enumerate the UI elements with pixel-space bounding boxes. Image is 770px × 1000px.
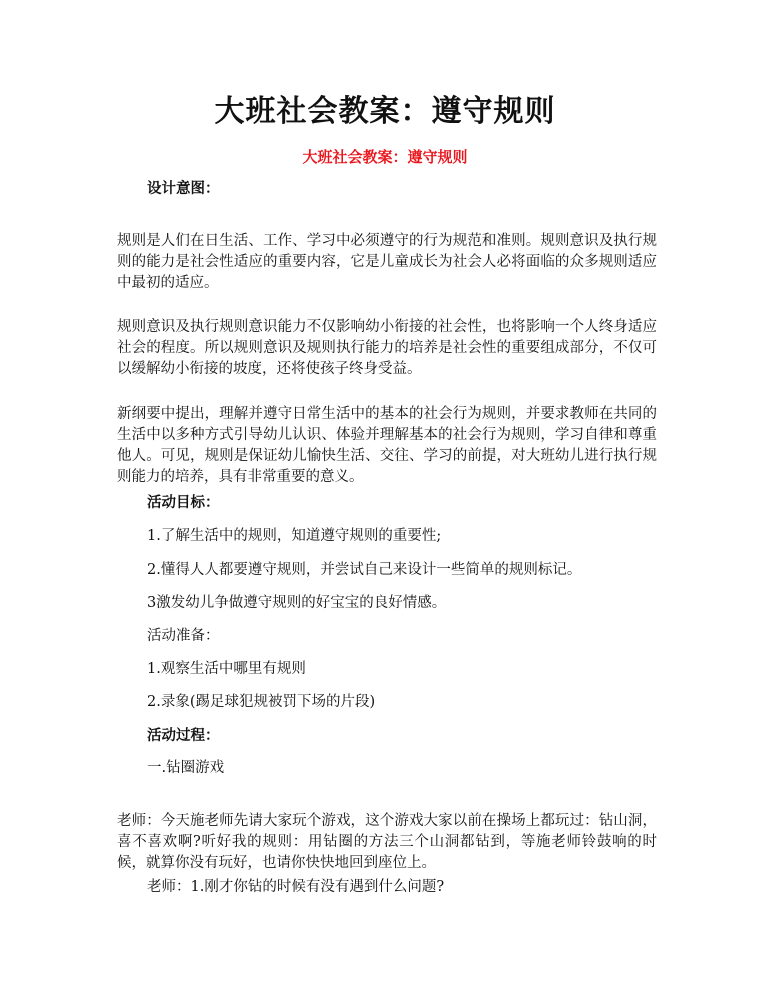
design-paragraph-3: 新纲要中提出，理解并遵守日常生活中的基本的社会行为规则，并要求教师在共同的生活中以多种方式引导幼儿认识、体验并理解基本的社会行为规则，学习自律和尊重他人。可见，规则是保证幼儿愉快生活、交往、学习的前提，对大班幼儿进行执行规则能力的培养，具有非常重要的意义。 xyxy=(117,406,657,485)
design-paragraph-1: 规则是人们在日生活、工作、学习中必须遵守的行为规范和准则。规则意识及执行规则的能力是社会性适应的重要内容，它是儿童成长为社会人必将面临的众多规则适应中最初的适应。 xyxy=(117,233,657,291)
design-heading: 设计意图： xyxy=(147,180,220,197)
prep-item-2: 2.录象(踢足球犯规被罚下场的片段) xyxy=(147,694,376,710)
process-step-1: 一.钻圈游戏 xyxy=(147,760,225,776)
goals-heading: 活动目标： xyxy=(147,494,220,511)
document-title: 大班社会教案：遵守规则 xyxy=(214,94,556,129)
process-heading: 活动过程： xyxy=(147,727,220,744)
prep-item-1: 1.观察生活中哪里有规则 xyxy=(147,661,306,677)
teacher-question: 老师：1.刚才你钻的时候有没有遇到什么问题? xyxy=(147,879,445,895)
goal-item-3: 3激发幼儿争做遵守规则的好宝宝的良好情感。 xyxy=(147,595,447,611)
goal-item-2: 2.懂得人人都要遵守规则，并尝试自己来设计一些简单的规则标记。 xyxy=(147,562,582,578)
prep-heading: 活动准备： xyxy=(147,628,220,644)
document-subtitle: 大班社会教案：遵守规则 xyxy=(302,148,468,166)
design-paragraph-2: 规则意识及执行规则意识能力不仅影响幼小衔接的社会性，也将影响一个人终身适应社会的程度。所以规则意识及规则执行能力的培养是社会性的重要组成部分，不仅可以缓解幼小衔接的坡度，还将使孩子终身受益。 xyxy=(117,319,657,377)
goal-item-1: 1.了解生活中的规则，知道遵守规则的重要性; xyxy=(147,528,442,544)
teacher-paragraph: 老师：今天施老师先请大家玩个游戏，这个游戏大家以前在操场上都玩过：钻山洞，喜不喜欢啊?听好我的规则：用钻圈的方法三个山洞都钻到，等施老师铃鼓响的时候，就算你没有玩好，也请你快快地回到座位上。 xyxy=(117,813,657,871)
